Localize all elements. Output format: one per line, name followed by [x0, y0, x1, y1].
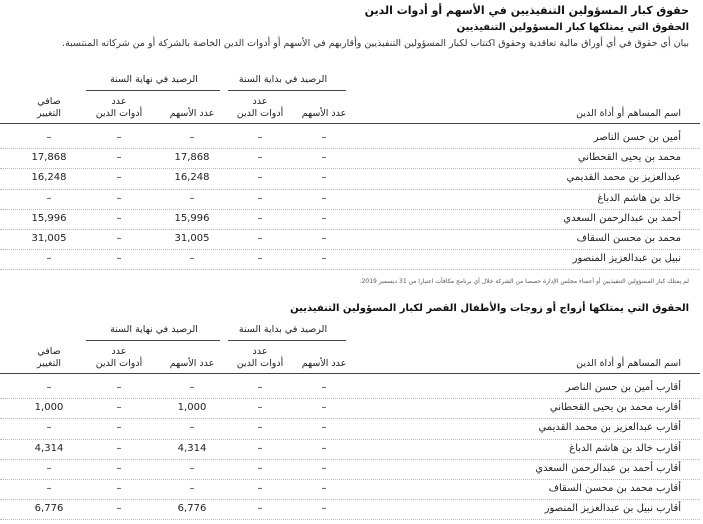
row-name: محمد بن يحيى القحطاني — [577, 152, 681, 164]
table-row — [0, 440, 703, 460]
row-name: محمد بن محسن السقاف — [576, 233, 681, 244]
cell-end-debt: – — [116, 233, 122, 244]
table-row — [0, 190, 703, 210]
table-row — [0, 500, 703, 520]
table-row — [0, 379, 703, 399]
cell-end-shares: – — [189, 132, 195, 143]
section2-group-end-line — [86, 340, 220, 341]
row-name: أمين بن حسن الناصر — [593, 132, 681, 143]
section2-header-net-change: صافي التغيير — [37, 346, 61, 369]
section1-note: لم يمتلك كبار المسؤولين التنفيذيين أو أعضاء مجلس الإدارة حصصا من الشركة خلال أي برنامج مكافآت اعتبارا من 31 ديسمبر 2019. — [359, 278, 689, 285]
cell-start-shares: – — [321, 132, 327, 143]
cell-start-debt: – — [257, 132, 263, 143]
row-divider — [0, 519, 700, 520]
table-row — [0, 230, 703, 250]
cell-end-shares: 1,000 — [177, 402, 207, 414]
section2-header-start-debt: عدد أدوات الدين — [236, 346, 284, 369]
cell-start-shares: – — [321, 212, 327, 224]
cell-end-debt: – — [116, 402, 122, 414]
cell-net-change: – — [46, 483, 52, 494]
section1-description: بيان أي حقوق في أي أوراق مالية تعاقدية وحقوق اكتتاب لكبار المسؤولين التنفيذيين وأقاربهم في الأسهم أو أدوات الدين الخاصة بالشركة أو من شركاته المنتسبة. — [62, 38, 689, 49]
cell-end-debt: – — [116, 503, 122, 515]
row-name: أقارب محمد بن محسن السقاف — [548, 483, 681, 494]
cell-end-debt: – — [116, 132, 122, 143]
cell-start-debt: – — [257, 212, 263, 224]
section2-header-name: اسم المساهم أو أداة الدين — [576, 358, 681, 369]
cell-net-change: 16,248 — [31, 172, 67, 184]
cell-start-shares: – — [321, 382, 327, 393]
cell-end-debt: – — [116, 442, 122, 454]
cell-end-debt: – — [116, 172, 122, 184]
cell-start-debt: – — [257, 382, 263, 393]
row-name: أقارب أحمد بن عبدالرحمن السعدي — [535, 462, 681, 474]
row-name: أقارب عبدالعزيز بن محمد القديمي — [538, 422, 681, 434]
cell-net-change: 4,314 — [34, 442, 64, 454]
row-divider — [0, 269, 700, 270]
section1-header-start-debt: عدد أدوات الدين — [236, 96, 284, 119]
cell-start-debt: – — [257, 483, 263, 494]
cell-net-change: – — [46, 462, 52, 474]
table-row — [0, 210, 703, 230]
cell-end-shares: 16,248 — [174, 172, 210, 184]
section2-group-end: الرصيد في نهاية السنة — [110, 324, 198, 335]
row-name: نبيل بن عبدالعزيز المنصور — [572, 253, 681, 265]
section2-header-rule — [0, 373, 700, 374]
cell-end-debt: – — [116, 152, 122, 164]
cell-net-change: 17,868 — [31, 152, 67, 164]
cell-net-change: 6,776 — [34, 503, 64, 515]
section1-group-start-line — [228, 90, 346, 91]
cell-start-shares: – — [321, 192, 327, 204]
cell-start-debt: – — [257, 253, 263, 265]
cell-start-shares: – — [321, 503, 327, 515]
row-name: أقارب خالد بن هاشم الدباغ — [569, 442, 681, 454]
cell-end-debt: – — [116, 483, 122, 494]
cell-end-shares: 6,776 — [177, 503, 207, 515]
cell-net-change: 1,000 — [34, 402, 64, 414]
cell-end-debt: – — [116, 192, 122, 204]
cell-start-shares: – — [321, 172, 327, 184]
cell-net-change: – — [46, 382, 52, 393]
cell-start-debt: – — [257, 192, 263, 204]
cell-start-debt: – — [257, 172, 263, 184]
section1-title: حقوق كبار المسؤولين التنفيذيين في الأسهم أو أدوات الدين — [364, 4, 689, 17]
cell-start-debt: – — [257, 503, 263, 515]
cell-start-debt: – — [257, 422, 263, 434]
section1-header-end-shares: عدد الأسهم — [169, 108, 215, 119]
cell-net-change: – — [46, 422, 52, 434]
cell-net-change: 15,996 — [31, 212, 67, 224]
cell-net-change: – — [46, 192, 52, 204]
row-name: خالد بن هاشم الدباغ — [597, 192, 681, 204]
cell-net-change: – — [46, 132, 52, 143]
cell-end-debt: – — [116, 253, 122, 265]
cell-start-debt: – — [257, 233, 263, 244]
table-row — [0, 129, 703, 149]
table-row — [0, 419, 703, 439]
section1-header-start-shares: عدد الأسهم — [301, 108, 347, 119]
cell-end-debt: – — [116, 422, 122, 434]
cell-end-debt: – — [116, 382, 122, 393]
section1-header-name: اسم المساهم أو أداة الدين — [576, 108, 681, 119]
table-row — [0, 149, 703, 169]
table-row — [0, 399, 703, 419]
cell-net-change: – — [46, 253, 52, 265]
cell-end-debt: – — [116, 462, 122, 474]
section2-header-start-shares: عدد الأسهم — [301, 358, 347, 369]
row-name: أقارب محمد بن يحيى القحطاني — [549, 402, 681, 414]
cell-start-shares: – — [321, 442, 327, 454]
section1-header-rule — [0, 123, 700, 124]
cell-end-debt: – — [116, 212, 122, 224]
cell-start-shares: – — [321, 402, 327, 414]
cell-start-debt: – — [257, 462, 263, 474]
section1-header-end-debt: عدد أدوات الدين — [95, 96, 143, 119]
cell-end-shares: – — [189, 382, 195, 393]
cell-end-shares: – — [189, 483, 195, 494]
cell-start-shares: – — [321, 233, 327, 244]
row-name: أقارب نبيل بن عبدالعزيز المنصور — [544, 503, 681, 515]
cell-start-shares: – — [321, 253, 327, 265]
cell-start-debt: – — [257, 402, 263, 414]
cell-start-shares: – — [321, 152, 327, 164]
cell-start-shares: – — [321, 483, 327, 494]
cell-start-debt: – — [257, 442, 263, 454]
cell-net-change: 31,005 — [31, 233, 67, 244]
table-row — [0, 480, 703, 500]
section1-subtitle: الحقوق التي يمتلكها كبار المسؤولين التنفيذيين — [456, 22, 689, 33]
section1-group-end-line — [86, 90, 220, 91]
table-row — [0, 460, 703, 480]
section2-header-end-debt: عدد أدوات الدين — [95, 346, 143, 369]
section1-group-start: الرصيد في بداية السنة — [238, 74, 328, 85]
cell-end-shares: 15,996 — [174, 212, 210, 224]
section2-title: الحقوق التي يمتلكها أزواج أو زوجات والأطفال القصر لكبار المسؤولين التنفيذيين — [290, 303, 689, 314]
section2-header-end-shares: عدد الأسهم — [169, 358, 215, 369]
cell-end-shares: – — [189, 253, 195, 265]
section2-group-start-line — [228, 340, 346, 341]
cell-end-shares: – — [189, 462, 195, 474]
section1-group-end: الرصيد في نهاية السنة — [110, 74, 198, 85]
section1-header-net-change: صافي التغيير — [37, 96, 61, 119]
row-name: أقارب أمين بن حسن الناصر — [565, 382, 681, 393]
cell-start-debt: – — [257, 152, 263, 164]
cell-start-shares: – — [321, 462, 327, 474]
table-row — [0, 250, 703, 270]
cell-start-shares: – — [321, 422, 327, 434]
cell-end-shares: 17,868 — [174, 152, 210, 164]
cell-end-shares: – — [189, 192, 195, 204]
row-name: أحمد بن عبدالرحمن السعدي — [563, 212, 681, 224]
section2-group-start: الرصيد في بداية السنة — [238, 324, 328, 335]
cell-end-shares: – — [189, 422, 195, 434]
cell-end-shares: 4,314 — [177, 442, 207, 454]
cell-end-shares: 31,005 — [174, 233, 210, 244]
table-row — [0, 169, 703, 189]
row-name: عبدالعزيز بن محمد القديمي — [566, 172, 681, 184]
